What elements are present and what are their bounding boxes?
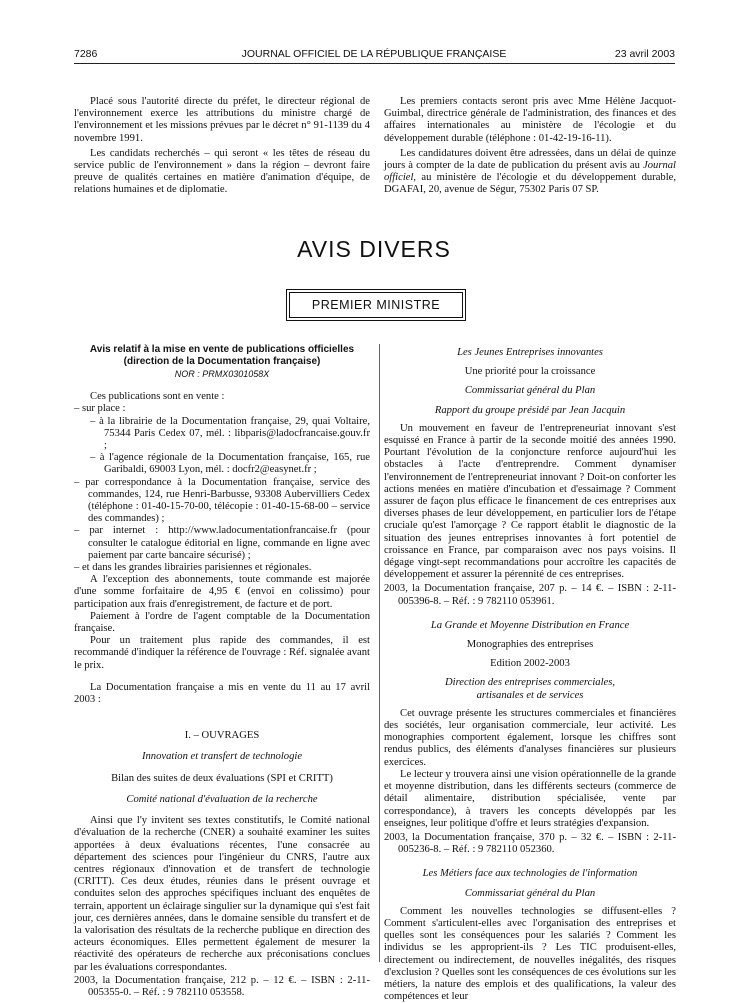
paragraph: Les premiers contacts seront pris avec Mme Hélène Jacquot-Guimbal, directrice générale de l'administration, des finances et des affaires internationales au ministère de l'écologie et du développement durable (téléphone : 01-42-19-16-11).	[384, 96, 676, 144]
book-description: Ainsi que l'y invitent ses textes constitutifs, le Comité national d'évaluation de la recherche (CNER) a souhaité examiner les suites apportées à deux évaluations récentes, l'une consacrée au département des sciences pour l'ingénieur du CNRS, l'autre aux centres régionaux d'innovation et de transfert de technologie (CRITT). Ces deux études, réunies dans le présent ouvrage et conduites selon des approches spécifiques incluant des enquêtes de terrain, apportent un éclairage singulier sur la dynamique qui s'est fait jour, ces dernières années, dans le domaine sensible du transfert et de la valorisation des résultats de la recherche publique en direction des acteurs économiques. Elles permettent également de mesurer la réactivité des opérateurs de recherche aux préconisations conclues par les évaluations correspondantes.	[74, 815, 370, 973]
list-item: – sur place :	[74, 403, 126, 415]
book-title: Innovation et transfert de technologie	[141, 751, 303, 763]
paragraph: Pour un traitement plus rapide des commandes, il est recommandé d'indiquer la référence de l'ouvrage : Réf. signalée avant le prix.	[74, 635, 370, 671]
book-description: Cet ouvrage présente les structures commerciales et financières des sociétés, leur organisation commerciale, leur activité. Les monographies comportent également, lorsque les chiffres sont rendus publics, des éléments d'analyses financières sur plusieurs exercices.	[384, 707, 676, 768]
paragraph	[384, 148, 676, 197]
book-title: La Grande et Moyenne Distribution en France	[430, 619, 630, 631]
book-title: Les Métiers face aux technologies de l'information	[422, 868, 638, 880]
book-author: Comité national d'évaluation de la recherche	[126, 793, 318, 805]
notice-subtitle: (direction de la Documentation française)	[123, 355, 321, 367]
top-right-column	[384, 96, 676, 197]
ministry-title: PREMIER MINISTRE	[311, 298, 441, 312]
header-rule	[74, 63, 675, 64]
paragraph: Les candidats recherchés – qui seront « les têtes de réseau du service public de l'environnement » dans la région – devront faire preuve de qualités certaines en matière d'animation d'équipe, de relations humaines et de diplomatie.	[74, 147, 370, 196]
book-description: Comment les nouvelles technologies se diffusent-elles ? Comment s'articulent-elles avec l'organisation des entreprises et quelles sont les conséquences pour les salariés ? Comment les individus se les approprient-ils ? Les TIC produisent-elles, directement ou indirectement, de nouvelles inégalités, des risques d'exclusion ? Quelles sont les conséquences de ces évolutions sur les métiers, la nature des emplois et des qualifications, la valeur des compétences et leur	[384, 905, 676, 1003]
paragraph-part: Les candidatures doivent être adressées, dans un délai de quinze jours à compter de la date de publication du présent avis au	[384, 147, 676, 172]
section-heading: I. – OUVRAGES	[184, 730, 260, 742]
ministry-box	[289, 292, 463, 318]
list-item: – par internet : http://www.ladocumentationfrancaise.fr (pour consulter le catalogue éditorial en ligne, commande en ligne avec paiement par carte bancaire sécurisé) ;	[74, 525, 370, 561]
book-description: Un mouvement en faveur de l'entrepreneuriat innovant s'est esquissé en France à partir de la seconde moitié des années 1990. Pourtant l'évolution de la conjoncture renforce aujourd'hui les obstacles à l'acte d'entreprendre. Comment dynamiser l'environnement de l'entrepreneuriat innovant ? Doit-on conforter les actions menées en matière d'incubation et d'essaimage ? Comment assurer de façon plus efficace le financement de ces entreprises aux diverses phases de leur développement, en particulier lors de l'étape cruciale qu'est l'amorçage ? Ce rapport établit le diagnostic de la situation des jeunes entreprises innovantes à fort potentiel de croissance en France, par comparaison avec nos pays voisins. Il dégage vingt-sept recommandations pour accroître les capacités de développement et assurer la pérennité de ces entreprises.	[384, 422, 676, 581]
top-left-column	[74, 96, 370, 197]
book-author: Direction des entreprises commerciales,	[444, 677, 616, 689]
section-title: AVIS DIVERS	[297, 236, 451, 262]
book-reference: 2003, la Documentation française, 370 p. – 32 €. – ISBN : 2-11-005236-8. – Réf. : 9 782110 052360.	[384, 831, 676, 856]
paragraph-part: , au ministère de l'écologie et du développement durable, DGAFAI, 20, avenue de Ségur, 75302 Paris 07 SP.	[384, 172, 676, 196]
list-item: – à l'agence régionale de la Documentation française, 165, rue Garibaldi, 69003 Lyon, mél. : docfr2@easynet.fr ;	[90, 452, 370, 476]
paragraph: A l'exception des abonnements, toute commande est majorée d'une somme forfaitaire de 4,95 € (envoi en colissimo) pour participation aux frais d'enregistrement, de facture et de port.	[74, 574, 370, 610]
paragraph: La Documentation française a mis en vente du 11 au 17 avril 2003 :	[74, 681, 370, 706]
list-item: – à la librairie de la Documentation française, 29, quai Voltaire, 75344 Paris Cedex 07, mél. : libparis@ladocfrancaise.gouv.fr ;	[90, 415, 370, 452]
book-edition: Edition 2002-2003	[490, 658, 570, 670]
book-title: Les Jeunes Entreprises innovantes	[457, 347, 603, 358]
book-reference: 2003, la Documentation française, 212 p. – 12 €. – ISBN : 2-11-005355-0. – Réf. : 9 782110 053558.	[74, 974, 370, 998]
journal-officiel-ref: Journal officiel	[384, 160, 676, 184]
page-number: 7286	[74, 48, 98, 60]
book-subtitle: Monographies des entreprises	[466, 639, 594, 651]
book-author: Commissariat général du Plan	[464, 887, 596, 899]
left-column	[74, 344, 370, 999]
book-author: Commissariat général du Plan	[464, 385, 596, 397]
header-date: 23 avril 2003	[614, 48, 675, 60]
list-item: – et dans les grandes librairies parisiennes et régionales.	[74, 562, 312, 574]
book-reference: 2003, la Documentation française, 207 p. – 14 €. – ISBN : 2-11-005396-8. – Réf. : 9 782110 053961.	[384, 583, 676, 607]
nor-reference: NOR : PRMX0301058X	[174, 369, 270, 379]
book-author: artisanales et de services	[476, 689, 584, 701]
book-subtitle: Une priorité pour la croissance	[464, 366, 596, 378]
paragraph: Placé sous l'autorité directe du préfet, le directeur régional de l'environnement exerce les attributions du ministre chargé de l'environnement et les missions prévues par le décret n° 91-1139 du 4 novembre 1991.	[74, 96, 370, 144]
journal-title: JOURNAL OFFICIEL DE LA RÉPUBLIQUE FRANÇAISE	[241, 48, 507, 60]
paragraph: Paiement à l'ordre de l'agent comptable de la Documentation française.	[74, 610, 370, 635]
notice-title: Avis relatif à la mise en vente de publications officielles	[89, 344, 355, 355]
paragraph: Ces publications sont en vente :	[90, 391, 225, 403]
book-subtitle: Bilan des suites de deux évaluations (SPI et CRITT)	[111, 772, 333, 784]
book-description: Le lecteur y trouvera ainsi une vision opérationnelle de la grande et moyenne distribution, dans les différents secteurs (commerce de détail alimentaire, distribution spécialisée, vente par correspondance), à travers les concepts développés par les enseignes, leur politique d'offre et leurs stratégies d'expansion.	[384, 768, 676, 829]
right-column	[384, 347, 676, 1003]
column-divider	[379, 344, 380, 962]
book-report-note: Rapport du groupe présidé par Jean Jacquin	[434, 404, 626, 416]
list-item: – par correspondance à la Documentation française, service des commandes, 124, rue Henri-Barbusse, 93308 Aubervilliers Cedex (téléphone : 01-40-15-70-00, télécopie : 01-40-15-68-00 – service des commandes) ;	[74, 476, 370, 525]
